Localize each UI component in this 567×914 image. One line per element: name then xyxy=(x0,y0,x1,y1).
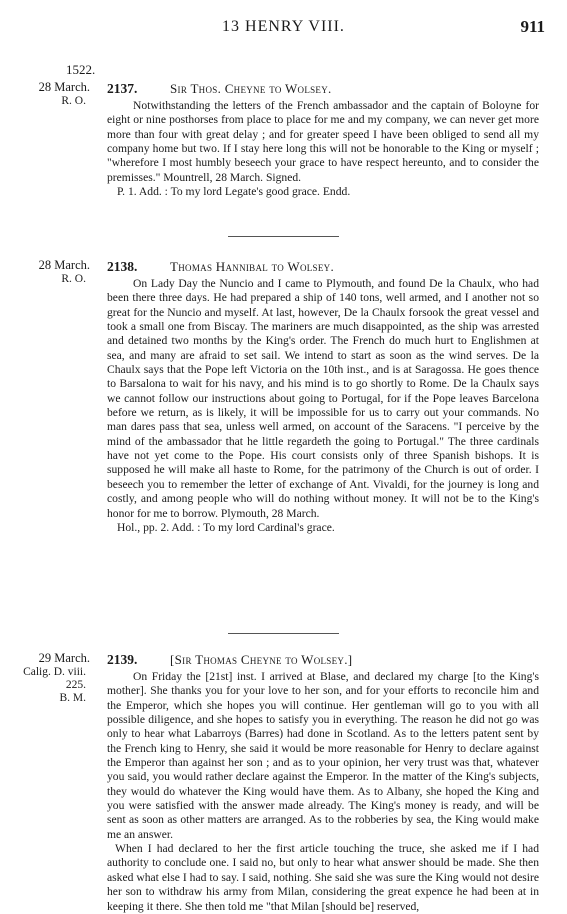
entry-title: Thomas Hannibal to Wolsey. xyxy=(170,259,334,274)
entry-title: Sir Thos. Cheyne to Wolsey. xyxy=(170,81,332,96)
entry-paragraph: On Lady Day the Nuncio and I came to Plymouth, and found De la Chaulx, who had been there three days. He had prepared a ship of 140 tons, well armed, and I another not so great for the Nuncio and myself. At last, however, De la Chaulx forsook the great vessel and took a small one from Biscay. The mariners are much disappointed, as the ship was arrested and detained two months by the King's order. The French do much hurt to Englishmen at sea, and many are afraid to set sail. We intend to start as soon as the wind serves. De la Chaulx says that the Pope left Victoria on the 10th inst., and is at Saragossa. He goes thence to Barsalona to wait for his navy, and his mind is to go shortly to Rome. De la Chaulx says we cannot follow our instructions about going to Portugal, for if the Pope leaves Barcelona before we return, as is likely, it will be impossible for us to carry out your commands. No man dares pass that sea, unless well armed, on account of the Saracens. "I perceive by the mind of the ambassador that he little regardeth the going to Portugal." The three cardinals have not yet come to the Pope. His court consists only of three Spanish bishops. It is supposed he will make all haste to Rome, for the patrimony of the Church is out of order. I beseech you to remember the letter of exchange of Ant. Vivaldi, for the journey is long and costly, and among people who will do nothing without money. It will not be to the King's honor for me to borrow. Plymouth, 28 March. xyxy=(107,277,539,520)
entry-date: 29 March. xyxy=(38,651,90,665)
entry-paragraph: Notwithstanding the letters of the French ambassador and the captain of Boloyne for eight or nine posthorses from place to place for me and my company, we can never get more more than four with great delay ; and for greater speed I have been obliged to send all my company home but two. If I stay here long this will not be honorable to the King or myself ; "wherefore I most humbly beseech your grace to have respect hereunto, and to consider the premisses." Mountrell, 28 March. Signed. xyxy=(107,99,539,184)
entry-paragraph: When I had declared to her the first article touching the truce, she asked me if I had authority to conclude one. I said no, but only to hear what answer should be made. She then asked what else I had to say. I said, nothing. She said she was sure the King would not desire her son to withdraw his army from Milan, considering the great expence he had been at in keeping it there. She then told me "that Milan [should be] reserved, xyxy=(107,842,539,913)
entry-body xyxy=(107,277,539,535)
entry-number: 2138. xyxy=(107,259,138,274)
entry-number: 2139. xyxy=(107,652,138,667)
entry-source xyxy=(61,273,86,286)
page-number: 911 xyxy=(520,17,545,36)
running-head: 13 HENRY VIII. xyxy=(222,18,345,35)
entry-body xyxy=(107,670,539,914)
entry-note: Hol., pp. 2. Add. : To my lord Cardinal's grace. xyxy=(117,520,335,534)
entry-date: 28 March. xyxy=(38,80,90,94)
entry-paragraph: On Friday the [21st] inst. I arrived at Blase, and declared my charge [to the King's mother]. She thanks you for your love to her son, and for your efforts to reconcile him and the Emperor, which she hopes you will continue. Her gentleman will go to you with all possible diligence, and she hopes to satisfy you in everything. The reason he did not go was only to hear what Labarroys (Barres) had done in Scotland. As to the letters patent sent by the French king to Henry, she said it would be more reasonable for Henry to declare against the Emperor than against her son ; and as to your opinion, her very trust was that, whatever you said, you would rather declare against the Emperor. In the matter of the King's subjects, they would do whatever the King would have them. As to Albany, she hoped the King and you were satisfied with the answer made already. The King's money is ready, and will be sent as soon as other matters are arranged. As to the robberies by sea, the King would make me an answer. xyxy=(107,670,539,841)
entry-title: [Sir Thomas Cheyne to Wolsey.] xyxy=(170,652,353,667)
entry-source xyxy=(23,666,86,705)
source-line: Calig. D. viii. xyxy=(23,666,86,678)
source-line: R. O. xyxy=(61,273,86,285)
entry-date: 28 March. xyxy=(38,258,90,272)
entry-source xyxy=(61,95,86,108)
source-line: 225. xyxy=(65,679,86,691)
entry-body xyxy=(107,99,539,199)
source-line: B. M. xyxy=(59,692,86,704)
divider xyxy=(228,236,339,237)
divider xyxy=(228,633,339,634)
year-heading: 1522. xyxy=(66,62,96,77)
source-line: R. O. xyxy=(61,95,86,107)
page-header xyxy=(0,18,567,38)
entry-note: P. 1. Add. : To my lord Legate's good grace. Endd. xyxy=(117,185,351,199)
entry-number: 2137. xyxy=(107,81,138,96)
